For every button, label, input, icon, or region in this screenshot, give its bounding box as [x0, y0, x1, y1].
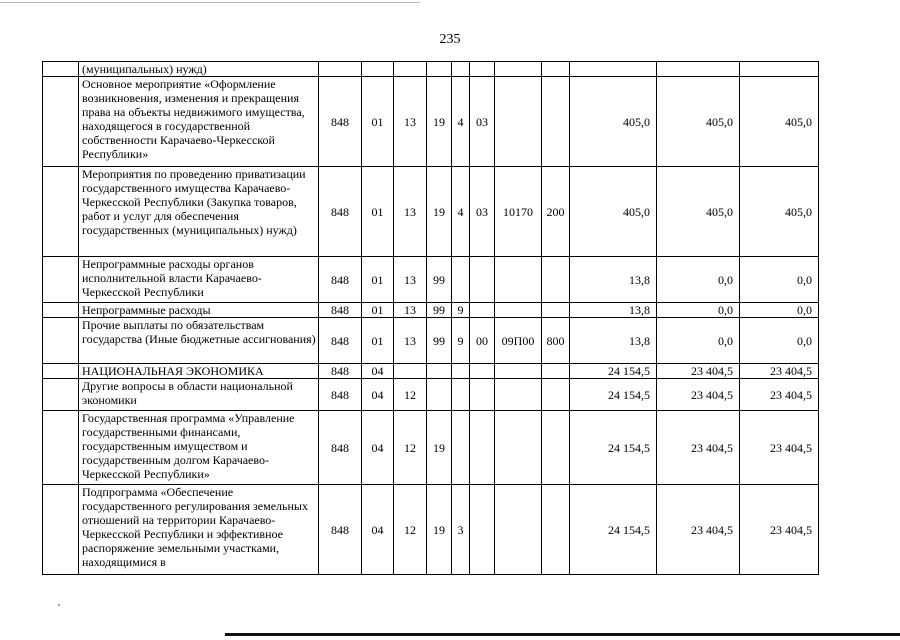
section-code-cell: 04: [362, 364, 394, 379]
program-code-cell: [427, 379, 452, 411]
item-name-cell: Мероприятия по проведению приватизации государственного имущества Карачаево-Черкесской Республики (Закупка товаров, работ и услуг для обеспечения государственных (муниципальных) нужд): [79, 167, 319, 257]
event-code-cell: [470, 485, 495, 575]
section-code-cell: 04: [362, 411, 394, 485]
subprogram-code-cell: [452, 62, 470, 77]
section-code-cell: 04: [362, 379, 394, 411]
index-cell: [43, 364, 79, 379]
subprogram-code-cell: 4: [452, 77, 470, 167]
program-code-cell: 99: [427, 257, 452, 303]
amount-year2-cell: 23 404,5: [657, 364, 740, 379]
direction-code-cell: [495, 364, 542, 379]
subprogram-code-cell: 9: [452, 318, 470, 364]
amount-year2-cell: 0,0: [657, 257, 740, 303]
table-row: [43, 257, 819, 303]
amount-year2-cell: 23 404,5: [657, 485, 740, 575]
subsection-code-cell: 13: [394, 303, 427, 318]
direction-code-cell: [495, 77, 542, 167]
index-cell: [43, 485, 79, 575]
expense-type-cell: [542, 62, 570, 77]
section-code-cell: 04: [362, 485, 394, 575]
expense-type-cell: [542, 303, 570, 318]
amount-year3-cell: 405,0: [740, 167, 819, 257]
amount-year1-cell: 24 154,5: [570, 411, 657, 485]
index-cell: [43, 167, 79, 257]
subprogram-code-cell: 9: [452, 303, 470, 318]
event-code-cell: [470, 411, 495, 485]
item-name-cell: Подпрограмма «Обеспечение государственного регулирования земельных отношений на территории Карачаево-Черкесской Республики и эффективное распоряжение земельными участками, находящимися в: [79, 485, 319, 575]
amount-year1-cell: 24 154,5: [570, 485, 657, 575]
subsection-code-cell: 12: [394, 411, 427, 485]
amount-year3-cell: 23 404,5: [740, 379, 819, 411]
budget-table: [42, 61, 819, 575]
index-cell: [43, 62, 79, 77]
item-name-cell: (муниципальных) нужд): [79, 62, 319, 77]
admin-code-cell: 848: [319, 257, 362, 303]
amount-year1-cell: [570, 62, 657, 77]
amount-year1-cell: 13,8: [570, 257, 657, 303]
admin-code-cell: 848: [319, 303, 362, 318]
scan-speck: [58, 604, 60, 606]
admin-code-cell: 848: [319, 364, 362, 379]
amount-year1-cell: 405,0: [570, 77, 657, 167]
subprogram-code-cell: 3: [452, 485, 470, 575]
expense-type-cell: 200: [542, 167, 570, 257]
expense-type-cell: [542, 485, 570, 575]
index-cell: [43, 303, 79, 318]
program-code-cell: [427, 62, 452, 77]
amount-year1-cell: 13,8: [570, 303, 657, 318]
direction-code-cell: 10170: [495, 167, 542, 257]
amount-year2-cell: 405,0: [657, 77, 740, 167]
table-row: [43, 364, 819, 379]
amount-year3-cell: 0,0: [740, 318, 819, 364]
table-body: [43, 62, 819, 575]
item-name-cell: Непрограммные расходы: [79, 303, 319, 318]
direction-code-cell: [495, 379, 542, 411]
subsection-code-cell: 13: [394, 257, 427, 303]
subsection-code-cell: 13: [394, 77, 427, 167]
amount-year2-cell: 0,0: [657, 318, 740, 364]
table-row: [43, 303, 819, 318]
subsection-code-cell: [394, 62, 427, 77]
table-row: [43, 485, 819, 575]
expense-type-cell: [542, 257, 570, 303]
section-code-cell: 01: [362, 167, 394, 257]
event-code-cell: [470, 257, 495, 303]
program-code-cell: 19: [427, 77, 452, 167]
direction-code-cell: [495, 62, 542, 77]
index-cell: [43, 77, 79, 167]
subprogram-code-cell: [452, 257, 470, 303]
direction-code-cell: 09П00: [495, 318, 542, 364]
event-code-cell: [470, 303, 495, 318]
section-code-cell: [362, 62, 394, 77]
admin-code-cell: 848: [319, 77, 362, 167]
program-code-cell: 99: [427, 318, 452, 364]
amount-year2-cell: 405,0: [657, 167, 740, 257]
subprogram-code-cell: [452, 364, 470, 379]
table-row: [43, 318, 819, 364]
item-name-cell: Основное мероприятие «Оформление возникновения, изменения и прекращения права на объекты недвижимого имущества, находящегося в государственной собственности Карачаево-Черкесской Республики»: [79, 77, 319, 167]
amount-year2-cell: 23 404,5: [657, 411, 740, 485]
program-code-cell: 99: [427, 303, 452, 318]
item-name-cell: Другие вопросы в области национальной экономики: [79, 379, 319, 411]
subsection-code-cell: 12: [394, 485, 427, 575]
section-code-cell: 01: [362, 303, 394, 318]
amount-year1-cell: 24 154,5: [570, 364, 657, 379]
table-row: [43, 77, 819, 167]
section-code-cell: 01: [362, 257, 394, 303]
item-name-cell: НАЦИОНАЛЬНАЯ ЭКОНОМИКА: [79, 364, 319, 379]
index-cell: [43, 411, 79, 485]
item-name-cell: Непрограммные расходы органов исполнительной власти Карачаево-Черкесской Республики: [79, 257, 319, 303]
event-code-cell: 03: [470, 167, 495, 257]
admin-code-cell: 848: [319, 379, 362, 411]
amount-year3-cell: 0,0: [740, 303, 819, 318]
expense-type-cell: [542, 77, 570, 167]
expense-type-cell: [542, 379, 570, 411]
amount-year2-cell: 23 404,5: [657, 379, 740, 411]
amount-year1-cell: 24 154,5: [570, 379, 657, 411]
direction-code-cell: [495, 485, 542, 575]
subsection-code-cell: 13: [394, 318, 427, 364]
scan-edge-line: [0, 2, 420, 3]
amount-year3-cell: 23 404,5: [740, 485, 819, 575]
subprogram-code-cell: 4: [452, 167, 470, 257]
event-code-cell: [470, 62, 495, 77]
program-code-cell: 19: [427, 411, 452, 485]
table-row: [43, 167, 819, 257]
item-name-cell: Прочие выплаты по обязательствам государства (Иные бюджетные ассигнования): [79, 318, 319, 364]
direction-code-cell: [495, 411, 542, 485]
program-code-cell: 19: [427, 167, 452, 257]
admin-code-cell: 848: [319, 318, 362, 364]
table-row: [43, 411, 819, 485]
subsection-code-cell: 13: [394, 167, 427, 257]
item-name-cell: Государственная программа «Управление государственными финансами, государственным имуществом и государственным долгом Карачаево-Черкесской Республики»: [79, 411, 319, 485]
event-code-cell: 03: [470, 77, 495, 167]
program-code-cell: [427, 364, 452, 379]
direction-code-cell: [495, 303, 542, 318]
amount-year1-cell: 13,8: [570, 318, 657, 364]
direction-code-cell: [495, 257, 542, 303]
amount-year2-cell: 0,0: [657, 303, 740, 318]
amount-year3-cell: [740, 62, 819, 77]
event-code-cell: 00: [470, 318, 495, 364]
amount-year1-cell: 405,0: [570, 167, 657, 257]
amount-year2-cell: [657, 62, 740, 77]
scan-edge-line: [225, 633, 900, 636]
section-code-cell: 01: [362, 318, 394, 364]
expense-type-cell: [542, 364, 570, 379]
index-cell: [43, 318, 79, 364]
admin-code-cell: 848: [319, 411, 362, 485]
subsection-code-cell: [394, 364, 427, 379]
amount-year3-cell: 405,0: [740, 77, 819, 167]
table-row: [43, 62, 819, 77]
admin-code-cell: [319, 62, 362, 77]
index-cell: [43, 257, 79, 303]
expense-type-cell: 800: [542, 318, 570, 364]
subsection-code-cell: 12: [394, 379, 427, 411]
expense-type-cell: [542, 411, 570, 485]
table-row: [43, 379, 819, 411]
event-code-cell: [470, 379, 495, 411]
section-code-cell: 01: [362, 77, 394, 167]
amount-year3-cell: 23 404,5: [740, 364, 819, 379]
admin-code-cell: 848: [319, 485, 362, 575]
program-code-cell: 19: [427, 485, 452, 575]
index-cell: [43, 379, 79, 411]
subprogram-code-cell: [452, 411, 470, 485]
page-number: 235: [439, 32, 461, 47]
admin-code-cell: 848: [319, 167, 362, 257]
amount-year3-cell: 0,0: [740, 257, 819, 303]
event-code-cell: [470, 364, 495, 379]
amount-year3-cell: 23 404,5: [740, 411, 819, 485]
subprogram-code-cell: [452, 379, 470, 411]
